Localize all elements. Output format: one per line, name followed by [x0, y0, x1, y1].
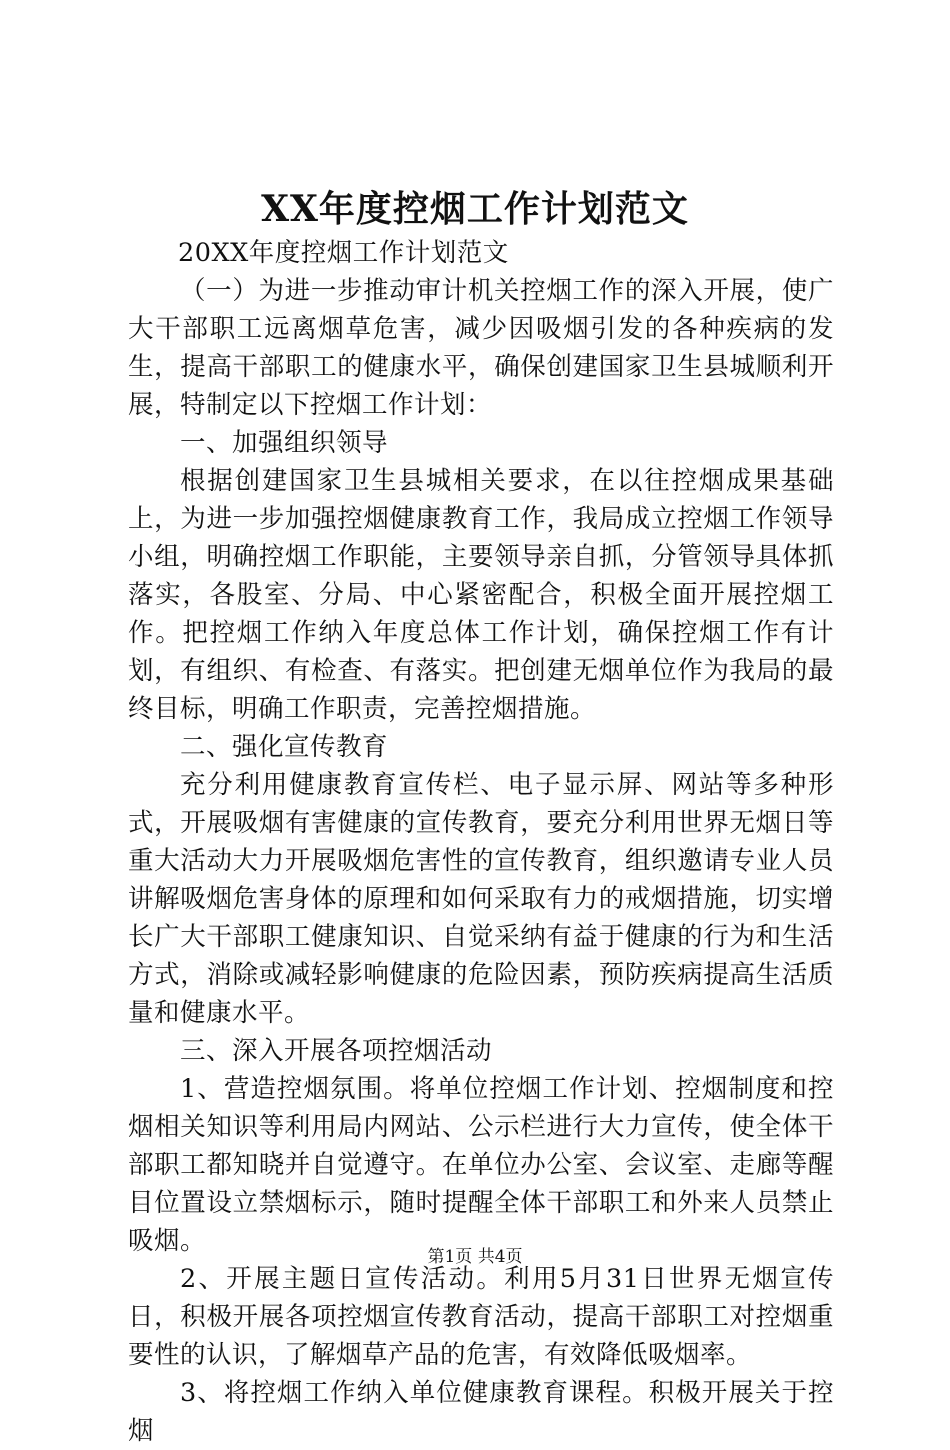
paragraph-intro: （一）为进一步推动审计机关控烟工作的深入开展，使广大干部职工远离烟草危害，减少因吸烟引发的各种疾病的发生，提高干部职工的健康水平，确保创建国家卫生县城顺利开展，特制定以下控烟工作计划：	[128, 276, 834, 420]
document-title: XX年度控烟工作计划范文	[261, 188, 689, 230]
document-subtitle: 20XX年度控烟工作计划范文	[178, 238, 509, 268]
paragraph-item-3: 3、将控烟工作纳入单位健康教育课程。积极开展关于控烟	[128, 1378, 834, 1446]
page-footer: 第1页 共4页	[427, 1247, 523, 1267]
section-heading-2: 二、强化宣传教育	[180, 732, 389, 762]
paragraph-item-1: 1、营造控烟氛围。将单位控烟工作计划、控烟制度和控烟相关知识等利用局内网站、公示栏进行大力宣传，使全体干部职工都知晓并自觉遵守。在单位办公室、会议室、走廊等醒目位置设立禁烟标示，随时提醒全体干部职工和外来人员禁止吸烟。	[128, 1074, 834, 1256]
section-heading-1: 一、加强组织领导	[180, 428, 389, 458]
section-heading-3: 三、深入开展各项控烟活动	[180, 1036, 493, 1066]
paragraph-section-1: 根据创建国家卫生县城相关要求，在以往控烟成果基础上，为进一步加强控烟健康教育工作，我局成立控烟工作领导小组，明确控烟工作职能，主要领导亲自抓，分管领导具体抓落实，各股室、分局、中心紧密配合，积极全面开展控烟工作。把控烟工作纳入年度总体工作计划，确保控烟工作有计划，有组织、有检查、有落实。把创建无烟单位作为我局的最终目标，明确工作职责，完善控烟措施。	[128, 466, 834, 724]
paragraph-item-2: 2、开展主题日宣传活动。利用5月31日世界无烟宣传日，积极开展各项控烟宣传教育活动，提高干部职工对控烟重要性的认识，了解烟草产品的危害，有效降低吸烟率。	[128, 1264, 834, 1370]
paragraph-section-2: 充分利用健康教育宣传栏、电子显示屏、网站等多种形式，开展吸烟有害健康的宣传教育，要充分利用世界无烟日等重大活动大力开展吸烟危害性的宣传教育，组织邀请专业人员讲解吸烟危害身体的原理和如何采取有力的戒烟措施，切实增长广大干部职工健康知识、自觉采纳有益于健康的行为和生活方式，消除或减轻影响健康的危险因素，预防疾病提高生活质量和健康水平。	[128, 770, 834, 1028]
